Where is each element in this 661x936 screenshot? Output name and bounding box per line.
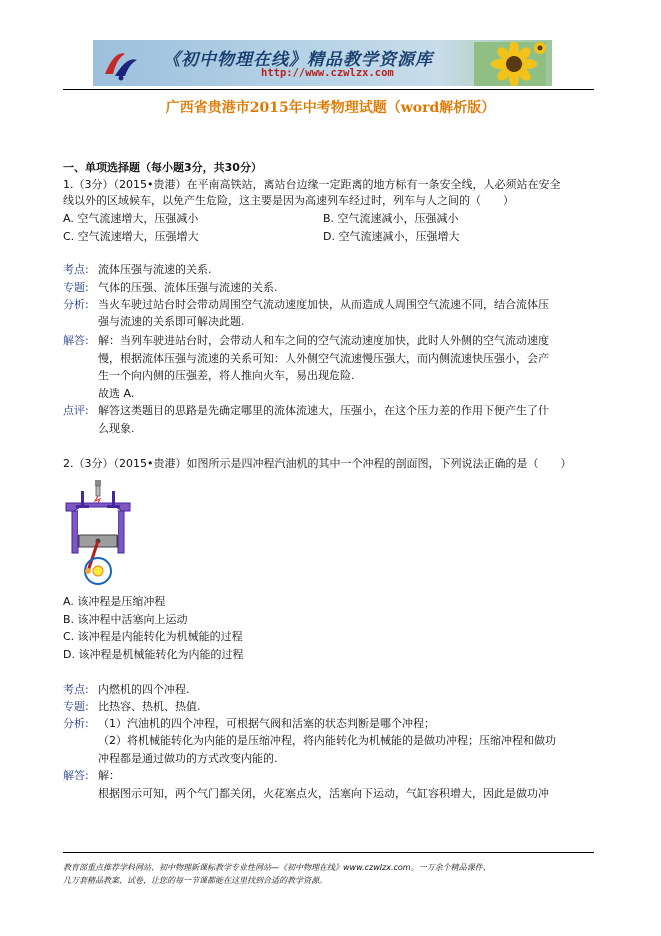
q1-dianping-line1: 解答这类题目的思路是先确定哪里的流体流速大，压强小，在这个压力差的作用下便产生了什 [98, 404, 549, 417]
document-title: 广西省贵港市2015年中考物理试题（word解析版） [165, 100, 496, 116]
q1-jieda-label: 解答: [63, 334, 89, 347]
q1-zhuanti-label: 专题: [63, 281, 89, 294]
footer-line2: 几万套精品教案、试卷，让您的每一节课都能在这里找到合适的教学资源。 [63, 876, 327, 885]
q2-fenxi-line3: 冲程都是通过做功的方式改变内能的. [98, 752, 278, 765]
q2-zhuanti-label: 专题: [63, 700, 89, 713]
site-logo-icon [101, 44, 141, 82]
q1-jieda-line3: 生一个向内侧的压强差，将人推向火车，易出现危险. [98, 369, 355, 382]
footer-divider [63, 852, 594, 853]
q2-jieda-line2: 根据图示可知，两个气门都关闭，火花塞点火，活塞向下运动，气缸容积增大，因此是做功冲 [98, 787, 549, 800]
section-heading: 一、单项选择题（每小题3分，共30分） [63, 161, 262, 174]
q1-stem-line2: 线以外的区域候车，以免产生危险，这主要是因为高速列车经过时，列车与人之间的（ ） [63, 194, 514, 207]
header-divider [63, 89, 594, 90]
q2-option-c: C. 该冲程是内能转化为机械能的过程 [63, 630, 243, 643]
q1-fenxi-line2: 强与流速的关系即可解决此题. [98, 315, 245, 328]
banner-url: http://www.czwlzx.com [261, 67, 394, 79]
q2-jieda-label: 解答: [63, 769, 89, 782]
header-banner [93, 40, 552, 86]
q2-fenxi-label: 分析: [63, 717, 89, 730]
q1-stem-line1: 1.（3分）（2015•贵港）在平南高铁站，离站台边缘一定距离的地方标有一条安全线，人必须站在安全 [63, 178, 561, 191]
q1-zhuanti: 气体的压强、流体压强与流速的关系. [98, 281, 278, 294]
q1-option-c: C. 空气流速增大，压强增大 [63, 230, 199, 243]
q2-stem: 2.（3分）（2015•贵港）如图所示是四冲程汽油机的其中一个冲程的剖面图，下列说法正确的是（ ） [63, 457, 572, 470]
spark-plug-icon [95, 480, 101, 505]
q1-fenxi-label: 分析: [63, 298, 89, 311]
q2-option-b: B. 该冲程中活塞向上运动 [63, 613, 188, 626]
q1-kaodian: 流体压强与流速的关系. [98, 263, 212, 276]
banner-title: 《初中物理在线》精品教学资源库 [163, 50, 433, 70]
q2-kaodian: 内燃机的四个冲程. [98, 683, 190, 696]
q2-kaodian-label: 考点: [63, 683, 89, 696]
q1-option-b: B. 空气流速减小，压强减小 [323, 212, 459, 225]
footer-line1: 教育部重点推荐学科网站、初中物理新课标教学专业性网站—《初中物理在线》www.czwlzx.com。一万余个精品课件、 [63, 863, 491, 872]
q2-zhuanti: 比热容、热机、热值. [98, 700, 201, 713]
q1-jieda-line2: 慢，根据流体压强与流速的关系可知：人外侧空气流速慢压强大，而内侧流速快压强小，会产 [98, 352, 549, 365]
q2-fenxi-line1: （1）汽油机的四个冲程，可根据气阀和活塞的状态判断是哪个冲程； [98, 717, 435, 730]
q1-dianping-line2: 么现象. [98, 422, 135, 435]
engine-cross-section-figure [62, 479, 134, 587]
q2-jieda-line1: 解： [98, 769, 120, 782]
q1-kaodian-label: 考点: [63, 263, 89, 276]
q1-dianping-label: 点评: [63, 404, 89, 417]
q2-fenxi-line2: （2）将机械能转化为内能的是压缩冲程，将内能转化为机械能的是做功冲程；压缩冲程和做功 [98, 734, 556, 747]
q1-jieda-line4: 故选 A. [98, 387, 135, 400]
sunflower-icon [474, 42, 546, 86]
q1-option-a: A. 空气流速增大，压强减小 [63, 212, 199, 225]
q1-fenxi-line1: 当火车驶过站台时会带动周围空气流动速度加快，从而造成人周围空气流速不同，结合流体压 [98, 298, 549, 311]
q1-option-d: D. 空气流速减小，压强增大 [323, 230, 460, 243]
q1-jieda-line1: 解：当列车驶进站台时，会带动人和车之间的空气流动速度加快，此时人外侧的空气流动速度 [98, 334, 549, 347]
q2-option-d: D. 该冲程是机械能转化为内能的过程 [63, 648, 244, 661]
q2-option-a: A. 该冲程是压缩冲程 [63, 595, 166, 608]
